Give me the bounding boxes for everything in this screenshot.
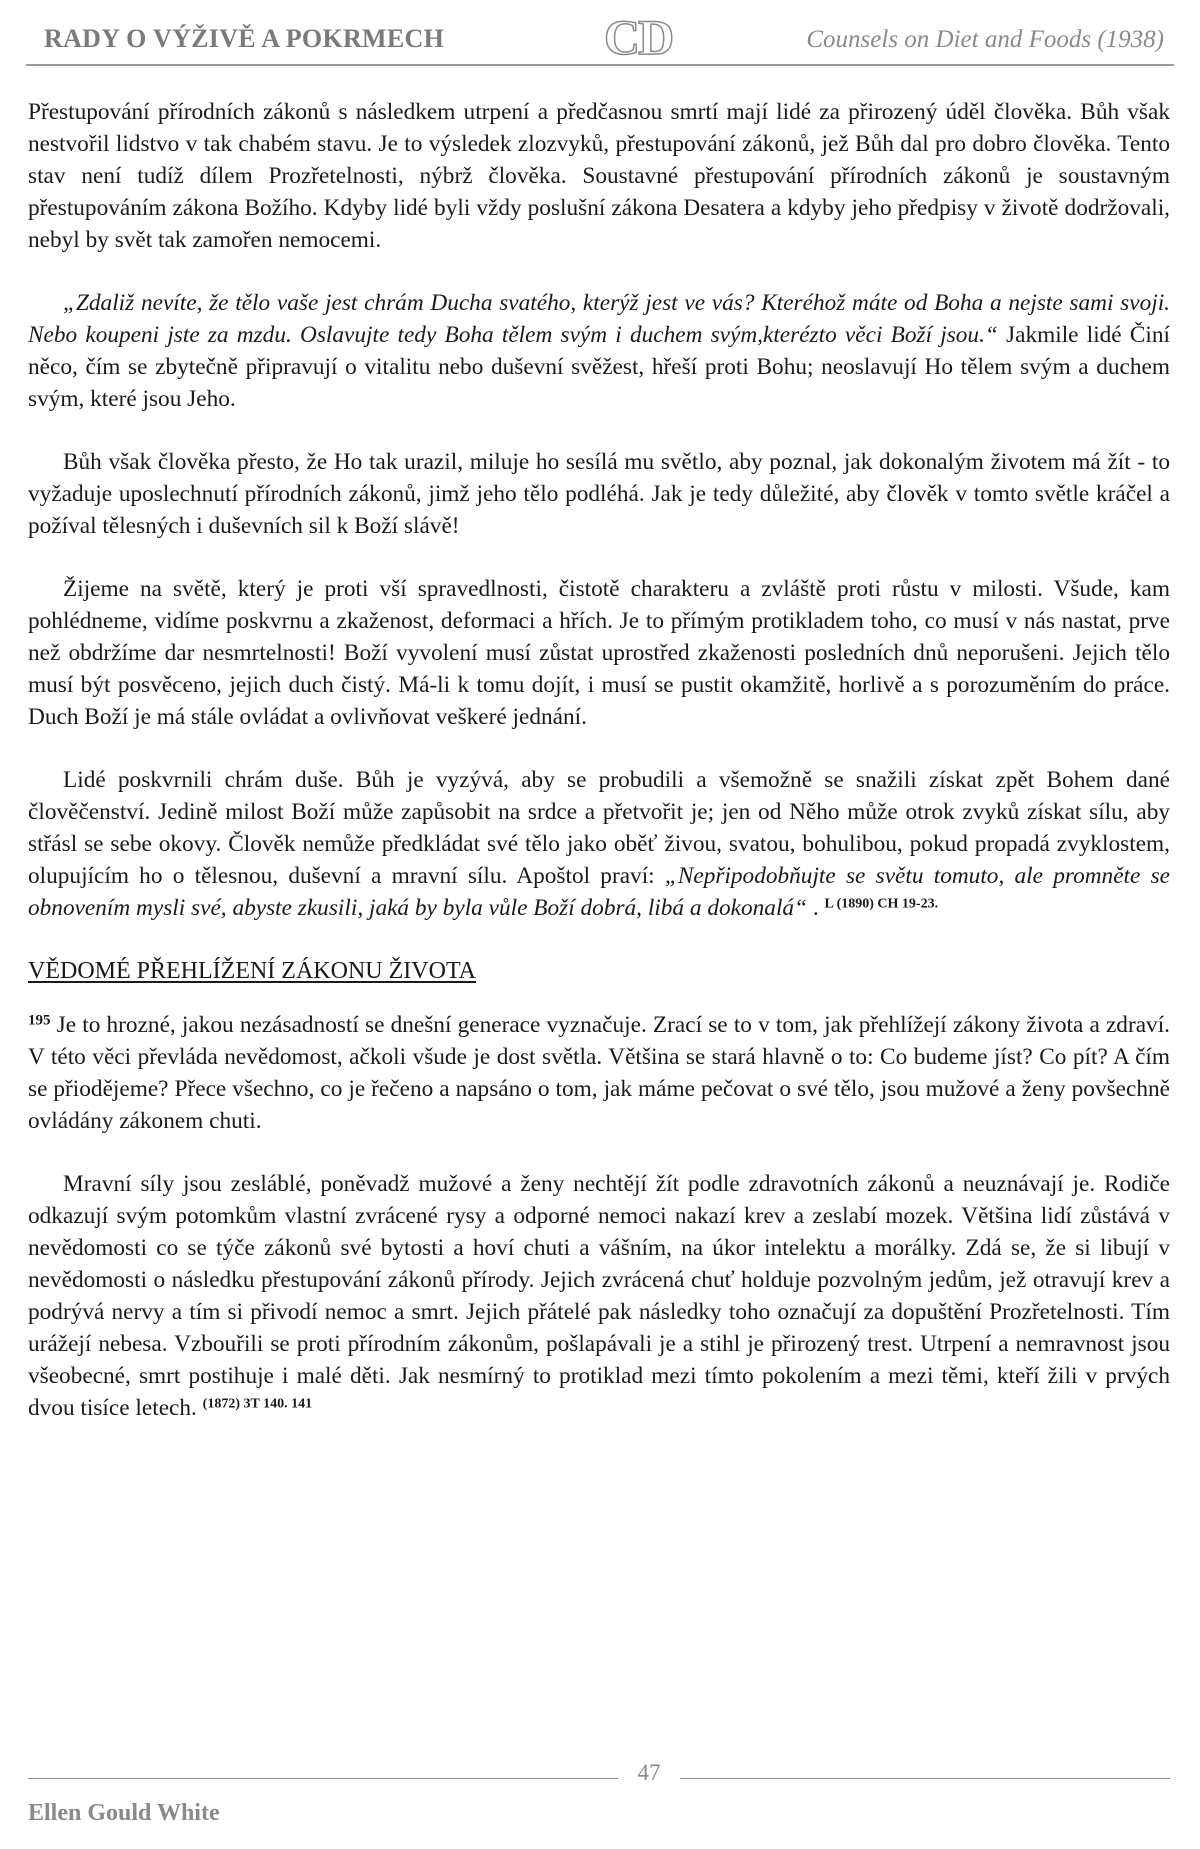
author-name: Ellen Gould White [28,1800,220,1826]
source-reference: L (1890) CH 19-23. [824,896,939,912]
book-code-logo: CD [604,9,673,65]
paragraph-4: Žijeme na světě, který je proti vší spravedlnosti, čistotě charakteru a zvláště proti růstu v milosti. Všude, kam pohlédneme, vidíme poskvrnu a zkaženost, deformaci a hřích. Je to přímým protikladem toho, co musí v nás nastat, prve než obdržíme dar nesmrtelnosti! Boží vyvolení musí zůstat uprostřed zkaženosti posledních dnů neporušeni. Jejich tělo musí být posvěceno, jejich duch čistý. Má-li k tomu dojít, i musí se pustit okamžitě, horlivě a s porozuměním do práce. Duch Boží je má stále ovládat a ovlivňovat veškeré jednání. [28,576,1170,730]
paragraph-2 [28,287,1170,415]
section-number: 195 [28,1012,51,1029]
apostle-quote: „Nepřipodobňujte se světu tomuto, ale promněte se obnovením mysli své, abyste zkusili, jaká by byla vůle Boží dobrá, libá a dokonalá“ [28,863,1170,921]
paragraph-5-end: . [807,895,825,921]
paragraph-7-text: Mravní síly jsou zesláblé, poněvadž mužové a ženy nechtějí žít podle zdravotních zákonů a neuznávají je. Rodiče odkazují svým potomkům vlastní zvrácené rysy a odporné nemoci nakazí krev a zeslabí mozek. Většina lidí zůstává v nevědomosti co se týče zákonů své bytosti a hoví chuti a vášním, na úkor intelektu a morálky. Zdá se, že si libují v nevědomosti o následku přestupování zákonů přírody. Jejich zvrácená chuť holduje pozvolným jedům, jež otravují krev a podrývá nervy a tím si přivodí nemoc a smrt. Jejich přátelé pak následky toho označují za dopuštění Prozřetelnosti. Tím urážejí nebesa. Vzbouřili se proti přírodním zákonům, pošlapávali je a stihl je přirozený trest. Utrpení a nemravnost jsou všeobecné, smrt postihuje i malé děti. Jak nesmírný to protiklad mezi tímto pokolením a mezi těmi, kteří žili v prvých dvou tisíce letech. [28,1171,1170,1421]
source-reference: (1872) 3T 140. 141 [202,1396,313,1412]
section-heading: VĚDOMÉ PŘEHLÍŽENÍ ZÁKONU ŽIVOTA [28,958,477,984]
paragraph-7 [28,1168,1170,1424]
paragraph-5-text: Lidé poskvrnili chrám duše. Bůh je vyzývá, aby se probudili a všemožně se snažili získat zpět Bohem dané člověčenství. Jedině milost Boží může zapůsobit na srdce a přetvořit je; jen od Něho může otrok zvyků získat sílu, aby střásl se sebe okovy. Člověk nemůže předkládat své tělo jako oběť živou, svatou, bohulibou, pokud propadá zvyklostem, olupujícím ho o tělesnou, duševní a mravní sílu. Apoštol praví: [28,767,1170,889]
page-number: 47 [637,1760,661,1785]
book-title-english: Counsels on Diet and Foods (1938) [806,26,1164,53]
footer-rule-left [28,1778,618,1779]
paragraph-3: Bůh však člověka přesto, že Ho tak urazil, miluje ho sesílá mu světlo, aby poznal, jak dokonalým životem má žít - to vyžaduje uposlechnutí přírodních zákonů, jimž jeho tělo podléhá. Jak je tedy důležité, aby člověk v tomto světle kráčel a požíval tělesných i duševních sil k Boží slávě! [28,449,1170,539]
paragraph-5 [28,764,1170,924]
book-title-czech: RADY O VÝŽIVĚ A POKRMECH [44,24,445,53]
page-body [28,96,1170,1455]
page-header [26,9,1174,66]
paragraph-6-text: Je to hrozné, jakou nezásadností se dnešní generace vyznačuje. Zrací se to v tom, jak přehlížejí zákony života a zdraví. V této věci převláda nevědomost, ačkoli všude je dost světla. Většina se stará hlavně o to: Co budeme jíst? Co pít? A čím se přioděјeme? Přece všechno, co je řečeno a napsáno o tom, jak máme pečovat o své tělo, jsou mužové a ženy povšechně ovládány zákonem chuti. [28,1012,1170,1134]
paragraph-1: Přestupování přírodních zákonů s následkem utrpení a předčasnou smrtí mají lidé za přirozený úděl člověka. Bůh však nestvořil lidstvo v tak chabém stavu. Je to výsledek zlozvyků, přestupování zákonů, jež Bůh dal pro dobro člověka. Tento stav není tudíž dílem Prozřetelnosti, nýbrž člověka. Soustavné přestupování přírodních zákonů je soustavným přestupováním zákona Božího. Kdyby lidé byli vždy poslušní zákona Desatera a kdyby jeho předpisy v životě dodržovali, nebyl by svět tak zamořen nemocemi. [28,99,1170,253]
footer-rule-right [680,1778,1170,1779]
scripture-quote: „Zdaliž nevíte, že tělo vaše jest chrám Ducha svatého, kterýž jest ve vás? Kteréhož máte od Boha a nejste sami svoji. Nebo koupeni jste za mzdu. Oslavujte tedy Boha tělem svým i duchem svým,kterézto věci Boží jsou.“ [28,290,1170,348]
paragraph-2-text: Jakmile lidé Činí něco, čím se zbytečně připravují o vitalitu nebo duševní svěžest, hřeší proti Bohu; neoslavují Ho tělem svým a duchem svým, které jsou Jeho. [28,322,1170,412]
paragraph-6 [28,1009,1170,1137]
